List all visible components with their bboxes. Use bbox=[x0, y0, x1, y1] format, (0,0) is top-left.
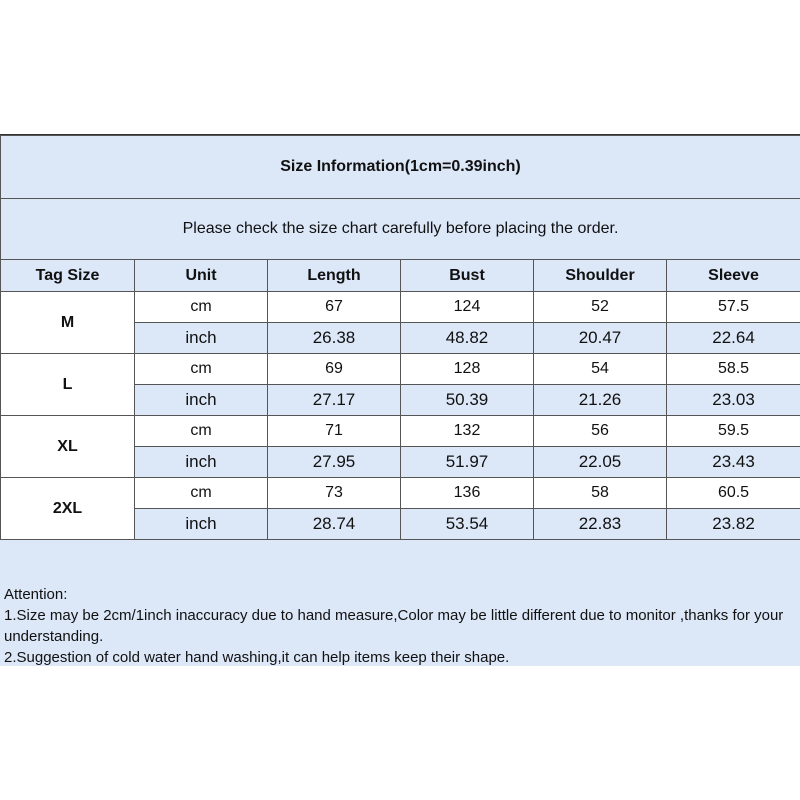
length-cell: 27.95 bbox=[268, 447, 401, 478]
length-cell: 26.38 bbox=[268, 323, 401, 354]
column-header-row bbox=[1, 260, 800, 292]
shoulder-cell: 54 bbox=[534, 354, 667, 385]
sleeve-cell: 23.82 bbox=[667, 509, 800, 540]
bust-cell: 50.39 bbox=[401, 385, 534, 416]
length-cell: 28.74 bbox=[268, 509, 401, 540]
bust-cell: 136 bbox=[401, 478, 534, 509]
notes-line-1: 1.Size may be 2cm/1inch inaccuracy due to hand measure,Color may be little different due to monitor ,thanks for your understanding. bbox=[4, 607, 784, 645]
length-cell: 71 bbox=[268, 416, 401, 447]
size-tag: L bbox=[1, 354, 135, 416]
length-cell: 67 bbox=[268, 292, 401, 323]
unit-cell: inch bbox=[135, 323, 268, 354]
shoulder-cell: 20.47 bbox=[534, 323, 667, 354]
sleeve-cell: 23.43 bbox=[667, 447, 800, 478]
unit-cell: inch bbox=[135, 385, 268, 416]
header-sleeve: Sleeve bbox=[667, 260, 800, 292]
size-tag: M bbox=[1, 292, 135, 354]
title-row bbox=[1, 136, 800, 199]
shoulder-cell: 58 bbox=[534, 478, 667, 509]
table-row bbox=[1, 292, 800, 323]
unit-cell: cm bbox=[135, 292, 268, 323]
notes-heading: Attention: bbox=[4, 586, 68, 603]
table-row bbox=[1, 478, 800, 509]
shoulder-cell: 56 bbox=[534, 416, 667, 447]
sleeve-cell: 23.03 bbox=[667, 385, 800, 416]
unit-cell: inch bbox=[135, 509, 268, 540]
shoulder-cell: 21.26 bbox=[534, 385, 667, 416]
table-title: Size Information(1cm=0.39inch) bbox=[1, 136, 800, 199]
size-tag: 2XL bbox=[1, 478, 135, 540]
length-cell: 27.17 bbox=[268, 385, 401, 416]
notes-line-2: 2.Suggestion of cold water hand washing,it can help items keep their shape. bbox=[4, 649, 510, 666]
unit-cell: cm bbox=[135, 354, 268, 385]
size-tag: XL bbox=[1, 416, 135, 478]
bust-cell: 128 bbox=[401, 354, 534, 385]
subtitle-row bbox=[1, 199, 800, 260]
table-row bbox=[1, 416, 800, 447]
shoulder-cell: 52 bbox=[534, 292, 667, 323]
unit-cell: cm bbox=[135, 478, 268, 509]
sleeve-cell: 59.5 bbox=[667, 416, 800, 447]
unit-cell: cm bbox=[135, 416, 268, 447]
attention-notes bbox=[0, 540, 800, 666]
length-cell: 73 bbox=[268, 478, 401, 509]
size-table bbox=[0, 135, 800, 540]
length-cell: 69 bbox=[268, 354, 401, 385]
header-unit: Unit bbox=[135, 260, 268, 292]
header-length: Length bbox=[268, 260, 401, 292]
size-chart-sheet bbox=[0, 134, 800, 666]
bust-cell: 51.97 bbox=[401, 447, 534, 478]
sleeve-cell: 57.5 bbox=[667, 292, 800, 323]
header-shoulder: Shoulder bbox=[534, 260, 667, 292]
shoulder-cell: 22.05 bbox=[534, 447, 667, 478]
bust-cell: 132 bbox=[401, 416, 534, 447]
sleeve-cell: 60.5 bbox=[667, 478, 800, 509]
table-row bbox=[1, 354, 800, 385]
shoulder-cell: 22.83 bbox=[534, 509, 667, 540]
sleeve-cell: 58.5 bbox=[667, 354, 800, 385]
sleeve-cell: 22.64 bbox=[667, 323, 800, 354]
bust-cell: 53.54 bbox=[401, 509, 534, 540]
table-subtitle: Please check the size chart carefully before placing the order. bbox=[1, 199, 800, 260]
header-bust: Bust bbox=[401, 260, 534, 292]
bust-cell: 124 bbox=[401, 292, 534, 323]
header-tag-size: Tag Size bbox=[1, 260, 135, 292]
bust-cell: 48.82 bbox=[401, 323, 534, 354]
unit-cell: inch bbox=[135, 447, 268, 478]
